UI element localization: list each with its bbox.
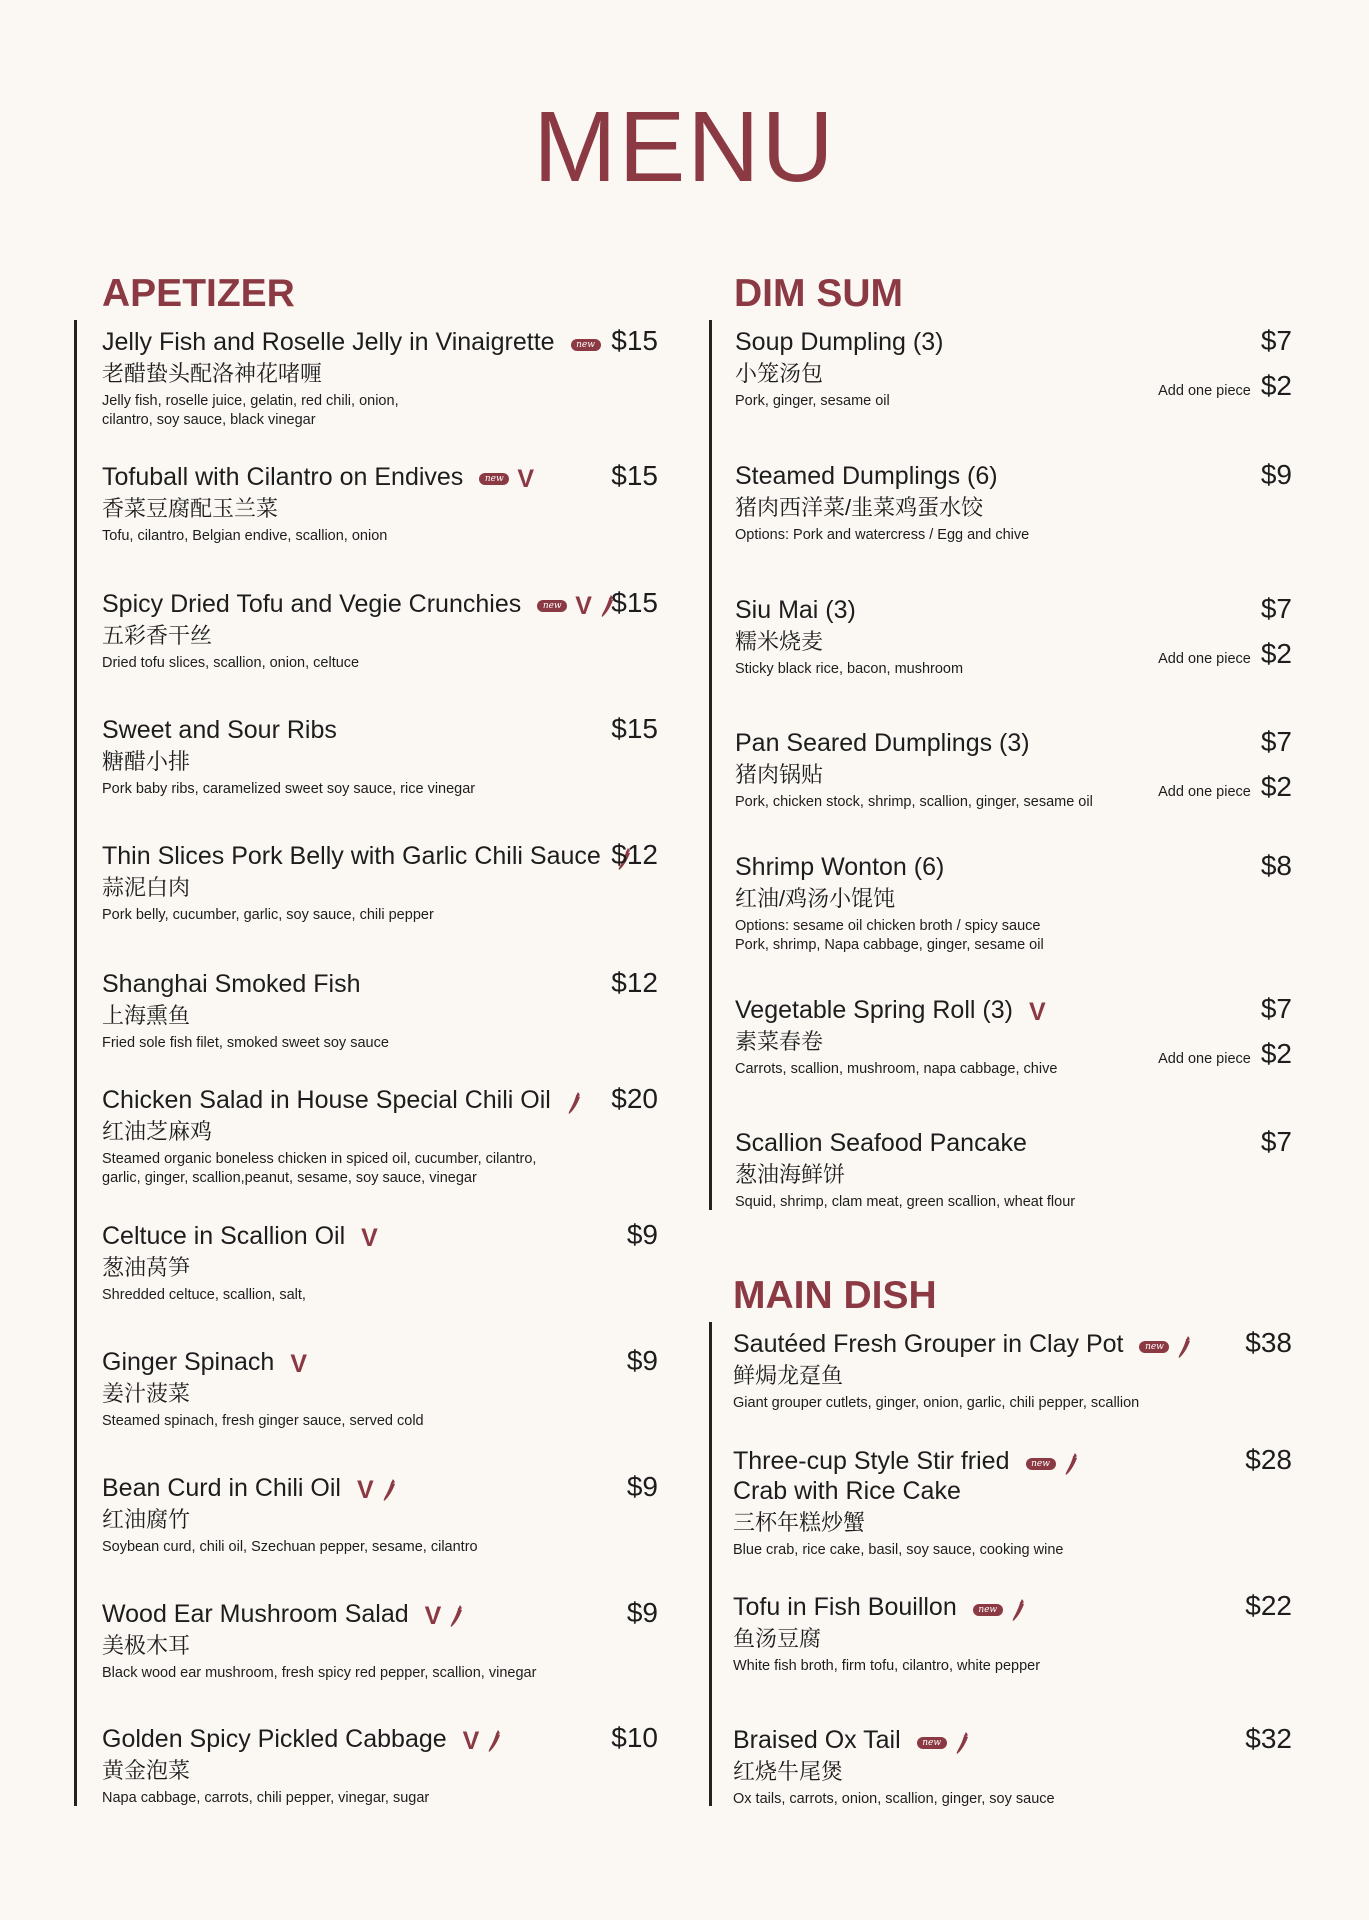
menu-item <box>733 1725 1055 1809</box>
add-piece-label: Add one piece <box>1158 651 1251 667</box>
item-name-text: Wood Ear Mushroom Salad <box>102 1600 409 1628</box>
add-piece-price <box>1158 370 1292 402</box>
item-description: Blue crab, rice cake, basil, soy sauce, cooking wine <box>733 1542 1064 1558</box>
item-chinese-name: 红油/鸡汤小馄饨 <box>735 886 896 911</box>
item-chinese-name: 姜汁菠菜 <box>102 1381 191 1406</box>
appetizer-heading: APETIZER <box>102 272 295 315</box>
item-price: $12 <box>611 967 658 998</box>
chili-pepper-icon <box>487 1729 503 1753</box>
item-description: White fish broth, firm tofu, cilantro, white pepper <box>733 1658 1041 1674</box>
item-price: $20 <box>611 1083 658 1114</box>
menu-item <box>733 1592 1040 1676</box>
menu-item <box>735 461 1029 545</box>
add-piece-label: Add one piece <box>1158 784 1251 800</box>
item-name <box>102 327 601 357</box>
item-name <box>102 969 389 999</box>
item-chinese-name: 三杯年糕炒蟹 <box>733 1510 866 1535</box>
item-description: Jelly fish, roselle juice, gelatin, red chili, onion, <box>102 393 399 409</box>
item-chinese-name: 五彩香干丝 <box>102 623 213 648</box>
item-chinese-name: 黄金泡菜 <box>102 1758 191 1783</box>
item-name-text: Celtuce in Scallion Oil <box>102 1222 346 1250</box>
item-description-line2: cilantro, soy sauce, black vinegar <box>102 412 316 428</box>
item-name-text: Jelly Fish and Roselle Jelly in Vinaigrette <box>102 328 555 356</box>
item-chinese-name: 香菜豆腐配玉兰菜 <box>102 496 279 521</box>
menu-item <box>735 1128 1075 1212</box>
menu-item <box>102 1347 424 1431</box>
item-price: $12 <box>611 839 658 870</box>
item-chinese-name: 鱼汤豆腐 <box>733 1626 822 1651</box>
new-icon: new <box>917 1737 947 1749</box>
item-price: $15 <box>611 460 658 491</box>
item-price: $8 <box>1260 850 1292 881</box>
item-description: Steamed organic boneless chicken in spiced oil, cucumber, cilantro, <box>102 1151 537 1167</box>
menu-item <box>102 1599 536 1683</box>
item-price: $7 <box>1260 1126 1292 1157</box>
item-description: Pork, chicken stock, shrimp, scallion, ginger, sesame oil <box>735 794 1093 810</box>
item-icons <box>417 1600 466 1631</box>
item-chinese-name: 糯米烧麦 <box>735 629 824 654</box>
item-name-text: Thin Slices Pork Belly with Garlic Chili Sauce <box>102 842 601 870</box>
item-description: Sticky black rice, bacon, mushroom <box>735 661 964 677</box>
item-name <box>102 1347 424 1377</box>
item-name <box>735 461 1029 491</box>
item-description: Carrots, scallion, mushroom, napa cabbage, chive <box>735 1061 1058 1077</box>
item-name <box>102 1085 583 1115</box>
item-description: Tofu, cilantro, Belgian endive, scallion, onion <box>102 528 388 544</box>
item-name-text: Shanghai Smoked Fish <box>102 970 361 998</box>
item-description: Options: Pork and watercress / Egg and chive <box>735 527 1030 543</box>
item-price: $9 <box>626 1597 658 1628</box>
item-price: $38 <box>1245 1327 1292 1358</box>
item-name <box>102 1221 378 1251</box>
menu-item <box>735 995 1057 1079</box>
item-name-text: Bean Curd in Chili Oil <box>102 1474 341 1502</box>
item-name-text: Chicken Salad in House Special Chili Oil <box>102 1086 551 1114</box>
item-chinese-name: 上海熏鱼 <box>102 1003 191 1028</box>
item-icons <box>471 463 534 494</box>
new-icon: new <box>1026 1458 1056 1470</box>
item-description: Fried sole fish filet, smoked sweet soy sauce <box>102 1035 389 1051</box>
new-icon: new <box>571 339 601 351</box>
item-description: Black wood ear mushroom, fresh spicy red pepper, scallion, vinegar <box>102 1665 537 1681</box>
item-price: $7 <box>1260 325 1292 356</box>
item-chinese-name: 葱油莴笋 <box>102 1255 191 1280</box>
item-price: $9 <box>626 1471 658 1502</box>
vegetarian-icon: V <box>424 1602 442 1631</box>
item-description-line2: Pork, shrimp, Napa cabbage, ginger, sesame oil <box>735 937 1044 953</box>
item-icons <box>1021 996 1046 1027</box>
item-name-text: Sautéed Fresh Grouper in Clay Pot <box>733 1330 1124 1358</box>
item-icons <box>529 590 616 621</box>
item-chinese-name: 红烧牛尾煲 <box>733 1759 844 1784</box>
item-chinese-name: 葱油海鲜饼 <box>735 1162 846 1187</box>
chili-pepper-icon <box>1011 1598 1027 1622</box>
item-price: $32 <box>1245 1723 1292 1754</box>
item-price: $7 <box>1260 593 1292 624</box>
main-dish-heading: MAIN DISH <box>733 1274 937 1317</box>
item-name-text: Ginger Spinach <box>102 1348 275 1376</box>
item-name <box>735 1128 1075 1158</box>
chili-pepper-icon <box>955 1731 971 1755</box>
vegetarian-icon: V <box>575 592 592 621</box>
item-icons <box>353 1222 378 1253</box>
item-chinese-name: 蒜泥白肉 <box>102 875 191 900</box>
item-chinese-name: 猪肉锅贴 <box>735 762 824 787</box>
item-chinese-name: 猪肉西洋菜/韭菜鸡蛋水饺 <box>735 495 984 520</box>
item-name <box>733 1592 1040 1622</box>
appetizer-divider <box>74 320 77 1806</box>
item-description: Options: sesame oil chicken broth / spicy sauce <box>735 918 1041 934</box>
item-name-text: Braised Ox Tail <box>733 1726 901 1754</box>
item-price: $10 <box>611 1722 658 1753</box>
item-price: $9 <box>1260 459 1292 490</box>
vegetarian-icon: V <box>357 1476 374 1505</box>
item-name-text: Sweet and Sour Ribs <box>102 716 337 744</box>
item-name <box>735 995 1057 1025</box>
item-name-line2: Crab with Rice Cake <box>733 1477 961 1505</box>
item-price: $9 <box>626 1219 658 1250</box>
dim-sum-heading: DIM SUM <box>734 272 903 315</box>
add-piece-price <box>1158 1038 1292 1070</box>
item-chinese-name: 鲜焗龙趸鱼 <box>733 1363 844 1388</box>
item-price: $9 <box>626 1345 658 1376</box>
item-chinese-name: 红油芝麻鸡 <box>102 1119 213 1144</box>
menu-item <box>102 1473 478 1557</box>
item-description: Pork baby ribs, caramelized sweet soy sauce, rice vinegar <box>102 781 476 797</box>
item-name <box>102 1473 478 1503</box>
item-description: Soybean curd, chili oil, Szechuan pepper, sesame, cilantro <box>102 1539 478 1555</box>
add-piece-price <box>1158 771 1292 803</box>
item-description: Napa cabbage, carrots, chili pepper, vinegar, sugar <box>102 1790 430 1806</box>
item-name-text: Soup Dumpling (3) <box>735 328 944 356</box>
item-icons <box>965 1593 1027 1623</box>
item-name <box>102 1724 503 1754</box>
menu-item <box>102 715 475 799</box>
new-icon: new <box>973 1604 1003 1616</box>
item-price: $22 <box>1245 1590 1292 1621</box>
item-icons <box>563 328 601 358</box>
item-name <box>735 852 1044 882</box>
item-name <box>735 327 943 357</box>
menu-item <box>735 852 1044 955</box>
item-name-text: Steamed Dumplings (6) <box>735 462 998 490</box>
item-price: $15 <box>611 325 658 356</box>
item-chinese-name: 红油腐竹 <box>102 1507 191 1532</box>
item-icons <box>349 1474 398 1505</box>
item-name-text: Tofu in Fish Bouillon <box>733 1593 957 1621</box>
main-dish-divider <box>709 1322 712 1806</box>
item-name <box>102 841 633 871</box>
item-icons <box>559 1086 583 1116</box>
menu-title: MENU <box>533 91 836 203</box>
item-chinese-name: 糖醋小排 <box>102 749 191 774</box>
item-chinese-name: 素菜春卷 <box>735 1029 824 1054</box>
add-piece-price <box>1158 638 1292 670</box>
item-icons <box>455 1725 504 1756</box>
add-piece-label: Add one piece <box>1158 1051 1251 1067</box>
item-chinese-name: 老醋蛰头配洛神花啫喱 <box>102 361 323 386</box>
item-icons <box>909 1726 971 1756</box>
new-icon: new <box>537 600 567 612</box>
new-icon: new <box>1139 1341 1169 1353</box>
item-price: $15 <box>611 713 658 744</box>
item-name-text: Scallion Seafood Pancake <box>735 1129 1027 1157</box>
menu-item <box>102 841 633 925</box>
item-price: $7 <box>1260 993 1292 1024</box>
chili-pepper-icon <box>382 1478 398 1502</box>
item-description: Squid, shrimp, clam meat, green scallion, wheat flour <box>735 1194 1076 1210</box>
chili-pepper-icon <box>1177 1335 1193 1359</box>
item-name <box>733 1446 1080 1476</box>
item-description: Giant grouper cutlets, ginger, onion, garlic, chili pepper, scallion <box>733 1395 1140 1411</box>
item-chinese-name: 美极木耳 <box>102 1633 191 1658</box>
item-name <box>735 595 963 625</box>
new-icon: new <box>479 473 509 485</box>
item-icons <box>1018 1447 1080 1477</box>
menu-item <box>733 1329 1193 1413</box>
menu-item <box>735 728 1093 812</box>
item-description-line2: garlic, ginger, scallion,peanut, sesame, soy sauce, vinegar <box>102 1170 477 1186</box>
item-name <box>102 589 616 619</box>
item-icons <box>282 1348 307 1379</box>
item-name <box>102 715 475 745</box>
chili-pepper-icon <box>1064 1452 1080 1476</box>
item-name-text: Golden Spicy Pickled Cabbage <box>102 1725 447 1753</box>
menu-item <box>102 327 601 430</box>
menu-item <box>735 327 943 411</box>
item-name <box>102 462 534 492</box>
item-name-text: Pan Seared Dumplings (3) <box>735 729 1030 757</box>
vegetarian-icon: V <box>361 1224 378 1253</box>
vegetarian-icon: V <box>290 1350 308 1379</box>
vegetarian-icon: V <box>462 1727 480 1756</box>
menu-item <box>102 589 616 673</box>
item-icons <box>1131 1330 1193 1360</box>
vegetarian-icon: V <box>517 465 534 494</box>
item-price: $7 <box>1260 726 1292 757</box>
item-description: Steamed spinach, fresh ginger sauce, served cold <box>102 1413 424 1429</box>
item-name-text: Three-cup Style Stir fried <box>733 1447 1010 1475</box>
item-chinese-name: 小笼汤包 <box>735 361 824 386</box>
menu-item <box>735 595 963 679</box>
item-name-text: Tofuball with Cilantro on Endives <box>102 463 464 491</box>
item-price: $28 <box>1245 1444 1292 1475</box>
menu-item <box>102 462 534 546</box>
vegetarian-icon: V <box>1028 998 1046 1027</box>
item-name-text: Siu Mai (3) <box>735 596 856 624</box>
item-name <box>102 1599 536 1629</box>
chili-pepper-icon <box>449 1604 465 1628</box>
item-name <box>735 728 1093 758</box>
item-name-text: Vegetable Spring Roll (3) <box>735 996 1013 1024</box>
item-name <box>733 1725 1055 1755</box>
item-description: Ox tails, carrots, onion, scallion, ginger, soy sauce <box>733 1791 1055 1807</box>
add-piece-amount: $2 <box>1260 771 1292 802</box>
item-description: Pork, ginger, sesame oil <box>735 393 890 409</box>
item-name <box>733 1329 1193 1359</box>
item-description: Shredded celtuce, scallion, salt, <box>102 1287 306 1303</box>
menu-item <box>733 1446 1080 1560</box>
add-piece-amount: $2 <box>1260 1038 1292 1069</box>
add-piece-amount: $2 <box>1260 638 1292 669</box>
dim-sum-divider <box>709 320 712 1210</box>
menu-item <box>102 1085 583 1188</box>
menu-item <box>102 1221 378 1305</box>
menu-item <box>102 969 389 1053</box>
item-description: Pork belly, cucumber, garlic, soy sauce, chili pepper <box>102 907 434 923</box>
add-piece-amount: $2 <box>1260 370 1292 401</box>
add-piece-label: Add one piece <box>1158 383 1251 399</box>
item-name-text: Shrimp Wonton (6) <box>735 853 945 881</box>
chili-pepper-icon <box>567 1091 583 1115</box>
menu-item <box>102 1724 503 1808</box>
item-price: $15 <box>611 587 658 618</box>
item-name-text: Spicy Dried Tofu and Vegie Crunchies <box>102 590 522 618</box>
item-description: Dried tofu slices, scallion, onion, celtuce <box>102 655 360 671</box>
